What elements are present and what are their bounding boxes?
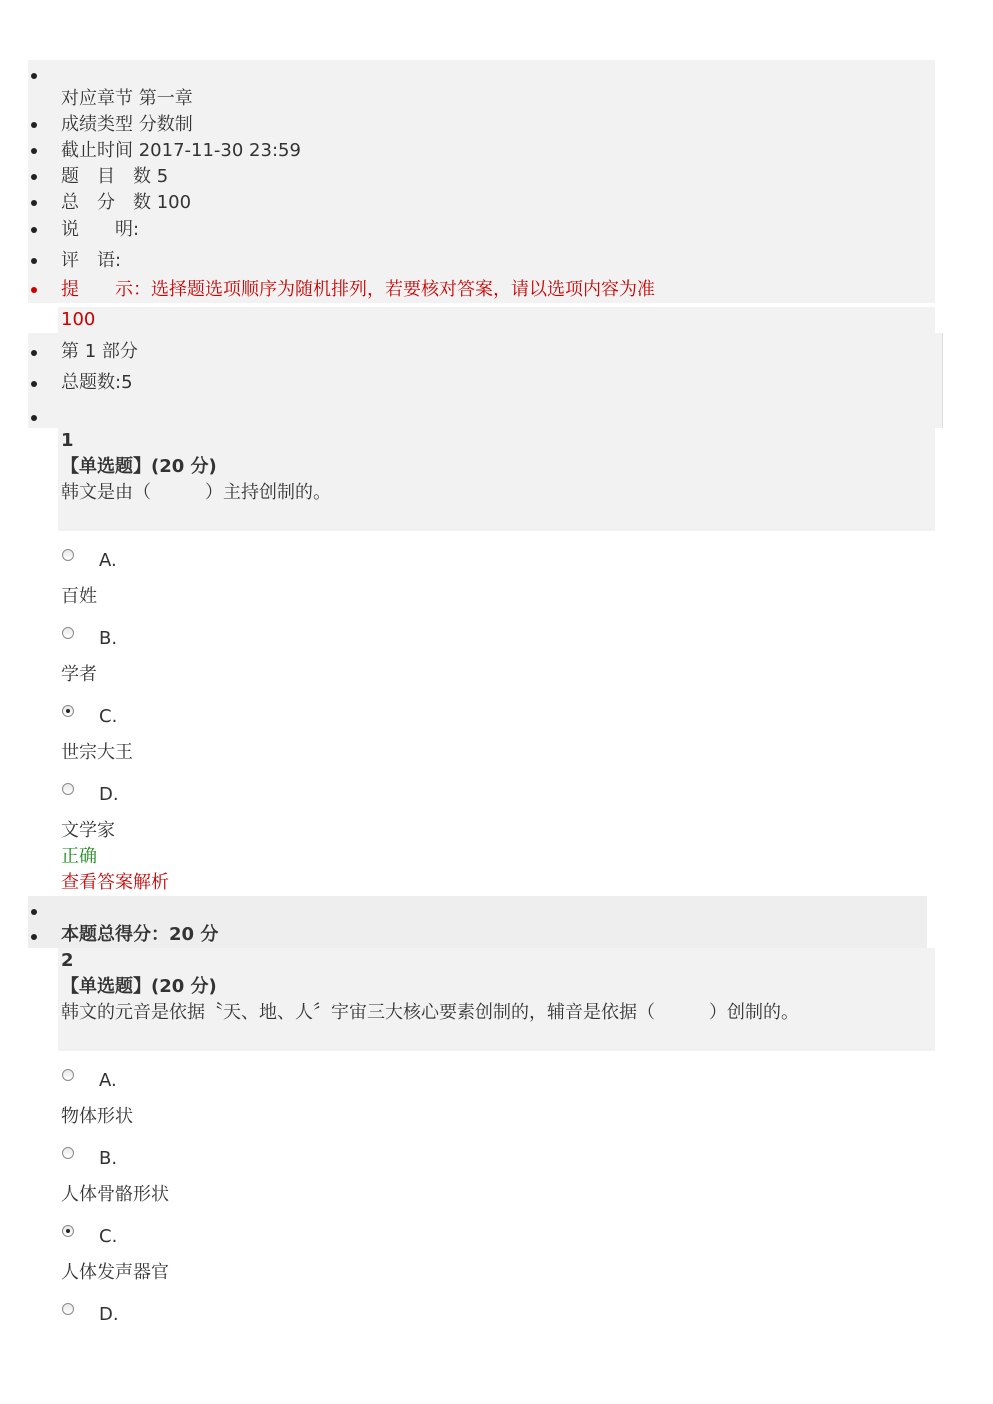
question-1-option-d-letter: D. — [99, 784, 119, 805]
question-1-option-c-radio[interactable] — [62, 705, 74, 717]
question-2-type: 【单选题】(20 分) — [61, 976, 217, 997]
question-1-type: 【单选题】(20 分) — [61, 456, 217, 477]
tip-text: 提 示：选择题选项顺序为随机排列，若要核对答案，请以选项内容为准 — [61, 279, 655, 300]
question-2-option-d-letter: D. — [99, 1304, 119, 1325]
list-bullet — [31, 287, 37, 293]
question-2-option-b-radio[interactable] — [62, 1147, 74, 1159]
list-bullet — [31, 415, 37, 421]
list-bullet — [31, 148, 37, 154]
question-2-stem: 韩文的元音是依据〝天、地、人〞宇宙三大核心要素创制的，辅音是依据（ ）创制的。 — [61, 1002, 799, 1023]
list-bullet — [31, 174, 37, 180]
question-2-option-d-radio[interactable] — [62, 1303, 74, 1315]
question-2-number: 2 — [61, 950, 74, 971]
section-panel — [28, 333, 943, 428]
score-panel — [58, 307, 935, 333]
score-type-info: 成绩类型 分数制 — [61, 114, 193, 135]
question-1-stem: 韩文是由（ ）主持创制的。 — [61, 482, 331, 503]
question-1-option-a-text: 百姓 — [61, 586, 97, 607]
question-1-analysis-link[interactable]: 查看答案解析 — [61, 872, 169, 893]
total-score-info: 总 分 数 100 — [61, 192, 192, 213]
question-2-option-a-radio[interactable] — [62, 1069, 74, 1081]
comment-info: 评 语: — [61, 250, 122, 271]
question-2-option-b-letter: B. — [99, 1148, 118, 1169]
question-1-option-d-radio[interactable] — [62, 783, 74, 795]
section-part: 第 1 部分 — [61, 341, 138, 362]
list-bullet — [31, 350, 37, 356]
question-1-option-b-text: 学者 — [61, 664, 97, 685]
question-1-option-b-radio[interactable] — [62, 627, 74, 639]
question-1-result: 正确 — [61, 846, 97, 867]
list-bullet — [31, 227, 37, 233]
list-bullet — [31, 381, 37, 387]
question-1-option-a-letter: A. — [99, 550, 117, 571]
description-info: 说 明: — [61, 219, 140, 240]
question-2-option-b-text: 人体骨骼形状 — [61, 1184, 169, 1205]
question-1-option-c-text: 世宗大王 — [61, 742, 133, 763]
question-2-option-c-radio[interactable] — [62, 1225, 74, 1237]
deadline-info: 截止时间 2017-11-30 23:59 — [61, 140, 301, 161]
list-bullet — [31, 258, 37, 264]
list-bullet — [31, 934, 37, 940]
question-count-info: 题 目 数 5 — [61, 166, 169, 187]
question-2-option-a-text: 物体形状 — [61, 1106, 133, 1127]
question-1-total-score: 本题总得分：20 分 — [61, 924, 219, 945]
question-1-option-c-letter: C. — [99, 706, 118, 727]
question-2-option-c-text: 人体发声器官 — [61, 1262, 169, 1283]
list-bullet — [31, 909, 37, 915]
list-bullet — [31, 200, 37, 206]
question-1-option-d-text: 文学家 — [61, 820, 115, 841]
section-panel-border — [942, 333, 943, 428]
list-bullet — [31, 122, 37, 128]
question-2-option-a-letter: A. — [99, 1070, 117, 1091]
list-bullet — [31, 73, 37, 79]
question-2-option-c-letter: C. — [99, 1226, 118, 1247]
section-total-questions: 总题数:5 — [61, 372, 133, 393]
question-1-option-a-radio[interactable] — [62, 549, 74, 561]
question-1-option-b-letter: B. — [99, 628, 118, 649]
chapter-info: 对应章节 第一章 — [61, 88, 193, 109]
question-1-number: 1 — [61, 430, 74, 451]
score-value: 100 — [61, 309, 96, 330]
